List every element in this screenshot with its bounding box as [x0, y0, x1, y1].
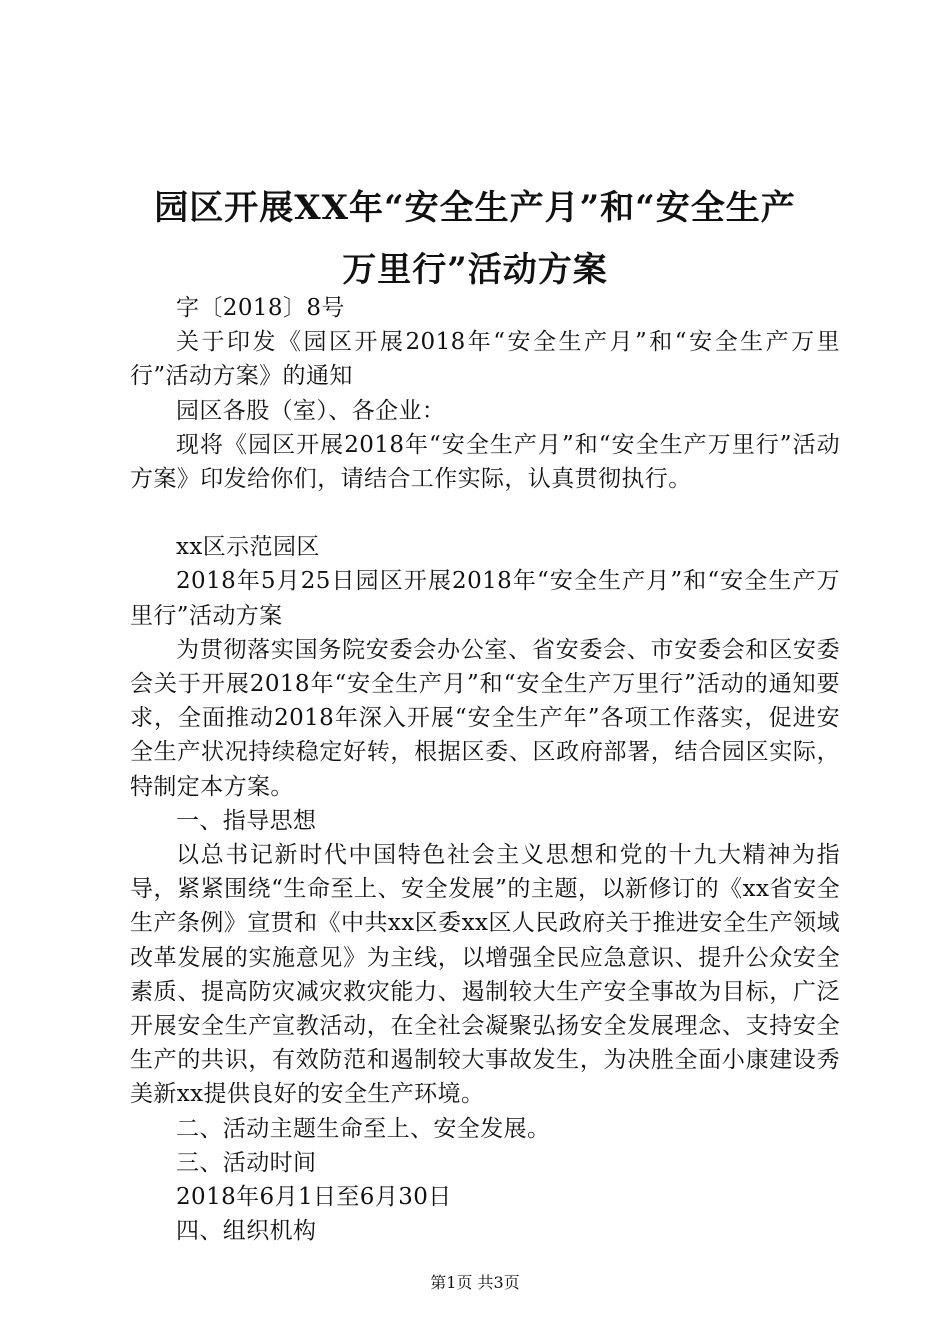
- section-heading-3: 三、活动时间: [176, 1149, 317, 1176]
- document-body: [130, 291, 840, 1248]
- guiding-thought-paragraph: 以总书记新时代中国特色社会主义思想和党的十九大精神为指导，紧紧围绕“生命至上、安全发展”的主题，以新修订的《xx省安全生产条例》宣贯和《中共xx区委xx区人民政府关于推进安全生产领域改革发展的实施意见》为主线，以增强全民应急意识、提升公众安全素质、提高防灾减灾救灾能力、遏制较大生产安全事故为目标，广泛开展安全生产宣教活动，在全社会凝聚弘扬安全发展理念、支持安全生产的共识，有效防范和遏制较大事故发生，为决胜全面小康建设秀美新xx提供良好的安全生产环境。: [130, 842, 840, 1108]
- activity-dates: 2018年6月1日至6月30日: [176, 1184, 452, 1211]
- section-heading-1: 一、指导思想: [176, 807, 317, 834]
- document-title-line-1: 园区开展XX年“安全生产月”和“安全生产: [154, 188, 796, 228]
- issuer: xx区示范园区: [176, 534, 320, 561]
- document-title-line-2: 万里行”活动方案: [342, 250, 608, 290]
- notice-body: 现将《园区开展2018年“安全生产月”和“安全生产万里行”活动方案》印发给你们，请结合工作实际，认真贯彻执行。: [130, 431, 840, 493]
- section-heading-4: 四、组织机构: [176, 1218, 317, 1245]
- addressee: 园区各股（室）、各企业：: [176, 397, 446, 424]
- paragraph-gap: [130, 496, 840, 530]
- intro-paragraph: 为贯彻落实国务院安委会办公室、省安委会、市安委会和区安委会关于开展2018年“安全生产月”和“安全生产万里行”活动的通知要求，全面推动2018年深入开展“安全生产年”各项工作落实，促进安全生产状况持续稳定好转，根据区委、区政府部署，结合园区实际，特制定本方案。: [130, 636, 840, 800]
- document-number: 字〔2018〕8号: [176, 295, 345, 321]
- section-heading-2: 二、活动主题生命至上、安全发展。: [176, 1115, 551, 1142]
- date-and-plan-title: 2018年5月25日园区开展2018年“安全生产月”和“安全生产万里行”活动方案: [130, 568, 840, 629]
- notice-title: 关于印发《园区开展2018年“安全生产月”和“安全生产万里行”活动方案》的通知: [130, 329, 840, 390]
- page-number-footer: 第1页 共3页: [430, 1273, 520, 1292]
